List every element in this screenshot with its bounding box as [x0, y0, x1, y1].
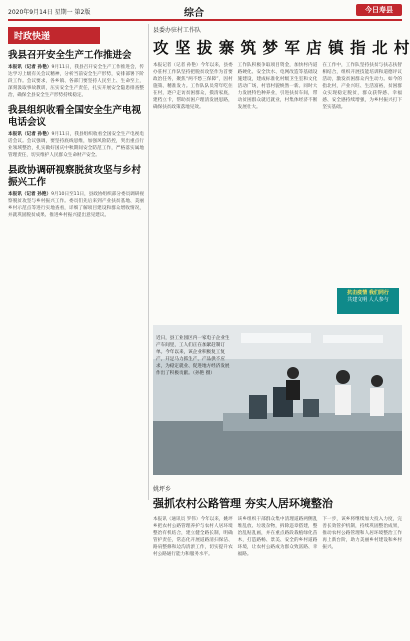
article-body: 9月11日，我县组织收看全国安全生产电视电话会议。会议强调，要坚持底线思维，加强风险防控，突出重点行业领域整治，扎实做好国庆中秋期间安全防范工作，严格落实属地管理责任，切实维护人民群众生命财产安全。: [8, 132, 144, 158]
feature-kicker: 县委办驻村工作队: [153, 27, 202, 34]
bottom-story: [153, 482, 402, 560]
section-title: 综合: [184, 8, 204, 19]
bottom-headline[interactable]: 强抓农村公路管理 夯实人居环境整治: [153, 497, 333, 510]
banner-line: 抗击疫情 我们同行: [347, 290, 389, 296]
section-tag: 时政快递: [8, 27, 100, 44]
feature-column: 在工作中，工作队坚持扶贫与扶志扶智相结合，组织开展技能培训和道德评议活动，激发贫困群众内生动力。如今的指北村，产业兴旺、生活富裕，贫困群众实现稳定脱贫，群众获得感、幸福感、安全感持续增强，为乡村振兴打下坚实基础。: [322, 63, 403, 110]
public-service-banner: [337, 288, 399, 314]
issue-date: 2020年9月14日 星期一 第2版: [8, 9, 91, 16]
feature-headline[interactable]: 攻 坚 拔 寨 筑 梦 军 店 镇 指 北 村: [153, 38, 410, 57]
article-body: 9月10日至11日，县政协组织部分委员调研视察脱贫攻坚与乡村振兴工作。委员们先后来到产业扶贫基地、美丽乡村示范点等进行实地查看，详细了解项目建设和群众增收情况，并就巩固脱贫成果、推进乡村振兴提出意见建议。: [8, 192, 144, 218]
article-title[interactable]: 我县召开安全生产工作推进会: [8, 50, 132, 61]
article-byline: 本报讯（记者 孙艳）: [8, 132, 52, 137]
feature-column: 本报记者（记者 孙艳）今年以来，县委办驻村工作队坚持把脱贫攻坚作为首要政治任务，聚焦“两不愁三保障”，因村施策、精准发力。工作队队员常年吃住在村，逐户走访贫困群众，摸清家底，建档立卡，帮助贫困户理清发展思路，确保扶贫政策落地见效。: [153, 63, 233, 110]
newspaper-logo: 今日寿县: [356, 4, 402, 16]
article-safety-meeting[interactable]: [8, 50, 144, 99]
article-broadcast-meeting[interactable]: [8, 105, 144, 159]
bottom-column: 本报讯（通讯员 罗伟）今年以来，姚坪乡把农村公路管理养护与农村人居环境整治有机结合，建立健全路长制，明确管护责任，常态化开展道路清扫保洁、路肩整修和边沟清淤工作，切实提升农村公路通行能力和服务水平。: [153, 517, 233, 557]
photo-caption: 近日，县工业园区内一家电子企业生产车间里，工人们正在加紧赶制订单。今年以来，该企业积极复工复产，开足马力抓生产，产品供不应求，为稳定就业、促进地方经济发展作出了积极贡献。（孙艳 摄）: [156, 336, 230, 376]
banner-line: 共建文明 人人参与: [347, 297, 389, 303]
feature-body: [153, 62, 402, 113]
bottom-kicker: 姚坪乡: [153, 486, 172, 493]
article-byline: 本报讯（记者 孙艳）: [8, 65, 52, 70]
left-column: [8, 23, 144, 633]
feature-story: [153, 23, 410, 113]
bottom-column: 下一步，该乡将继续加大投入力度，完善长效管护机制，持续巩固整治成果，推动农村公路管理和人居环境整治工作再上新台阶，助力美丽乡村建设和乡村振兴。: [322, 517, 403, 550]
header-rule: [8, 19, 402, 21]
column-divider: [148, 24, 149, 500]
page-header: [8, 4, 402, 18]
article-title[interactable]: 县政协调研视察脱贫攻坚与乡村振兴工作: [8, 165, 142, 188]
bottom-body: [153, 516, 402, 560]
photo-credit: （孙艳 摄）: [192, 371, 215, 376]
article-body: 9月11日，我县召开安全生产工作推进会，传达学习上级有关会议精神，分析当前安全生产形势，安排部署下阶段工作。会议要求，各乡镇、各部门要坚持人民至上、生命至上，深刻汲取事故教训，压实安全生产责任，扎实开展安全隐患排查整治，确保全县安全生产形势持续稳定。: [8, 65, 144, 98]
bottom-column: 该乡组织干部群众集中清理道路两侧乱堆乱放、垃圾杂物，拆除违章搭建，整治乱贴乱画，并在重点路段栽植绿化苗木，打造路畅、景美、安全的乡村道路环境，让农村公路成为群众致富路、幸福路。: [237, 517, 318, 557]
article-byline: 本报讯（记者 孙艳）: [8, 192, 52, 197]
article-cppcc-inspection[interactable]: [8, 165, 144, 219]
feature-column: 工作队积极争取项目资金，加快村内道路硬化、安全饮水、电网改造等基础设施建设，建成标准化村级卫生室和文化活动广场，村容村貌焕然一新。同时大力发展特色种养业，引进扶贫车间，带动贫困群众就近就业，村集体经济不断发展壮大。: [237, 63, 318, 110]
article-title[interactable]: 我县组织收看全国安全生产电视电话会议: [8, 105, 142, 128]
